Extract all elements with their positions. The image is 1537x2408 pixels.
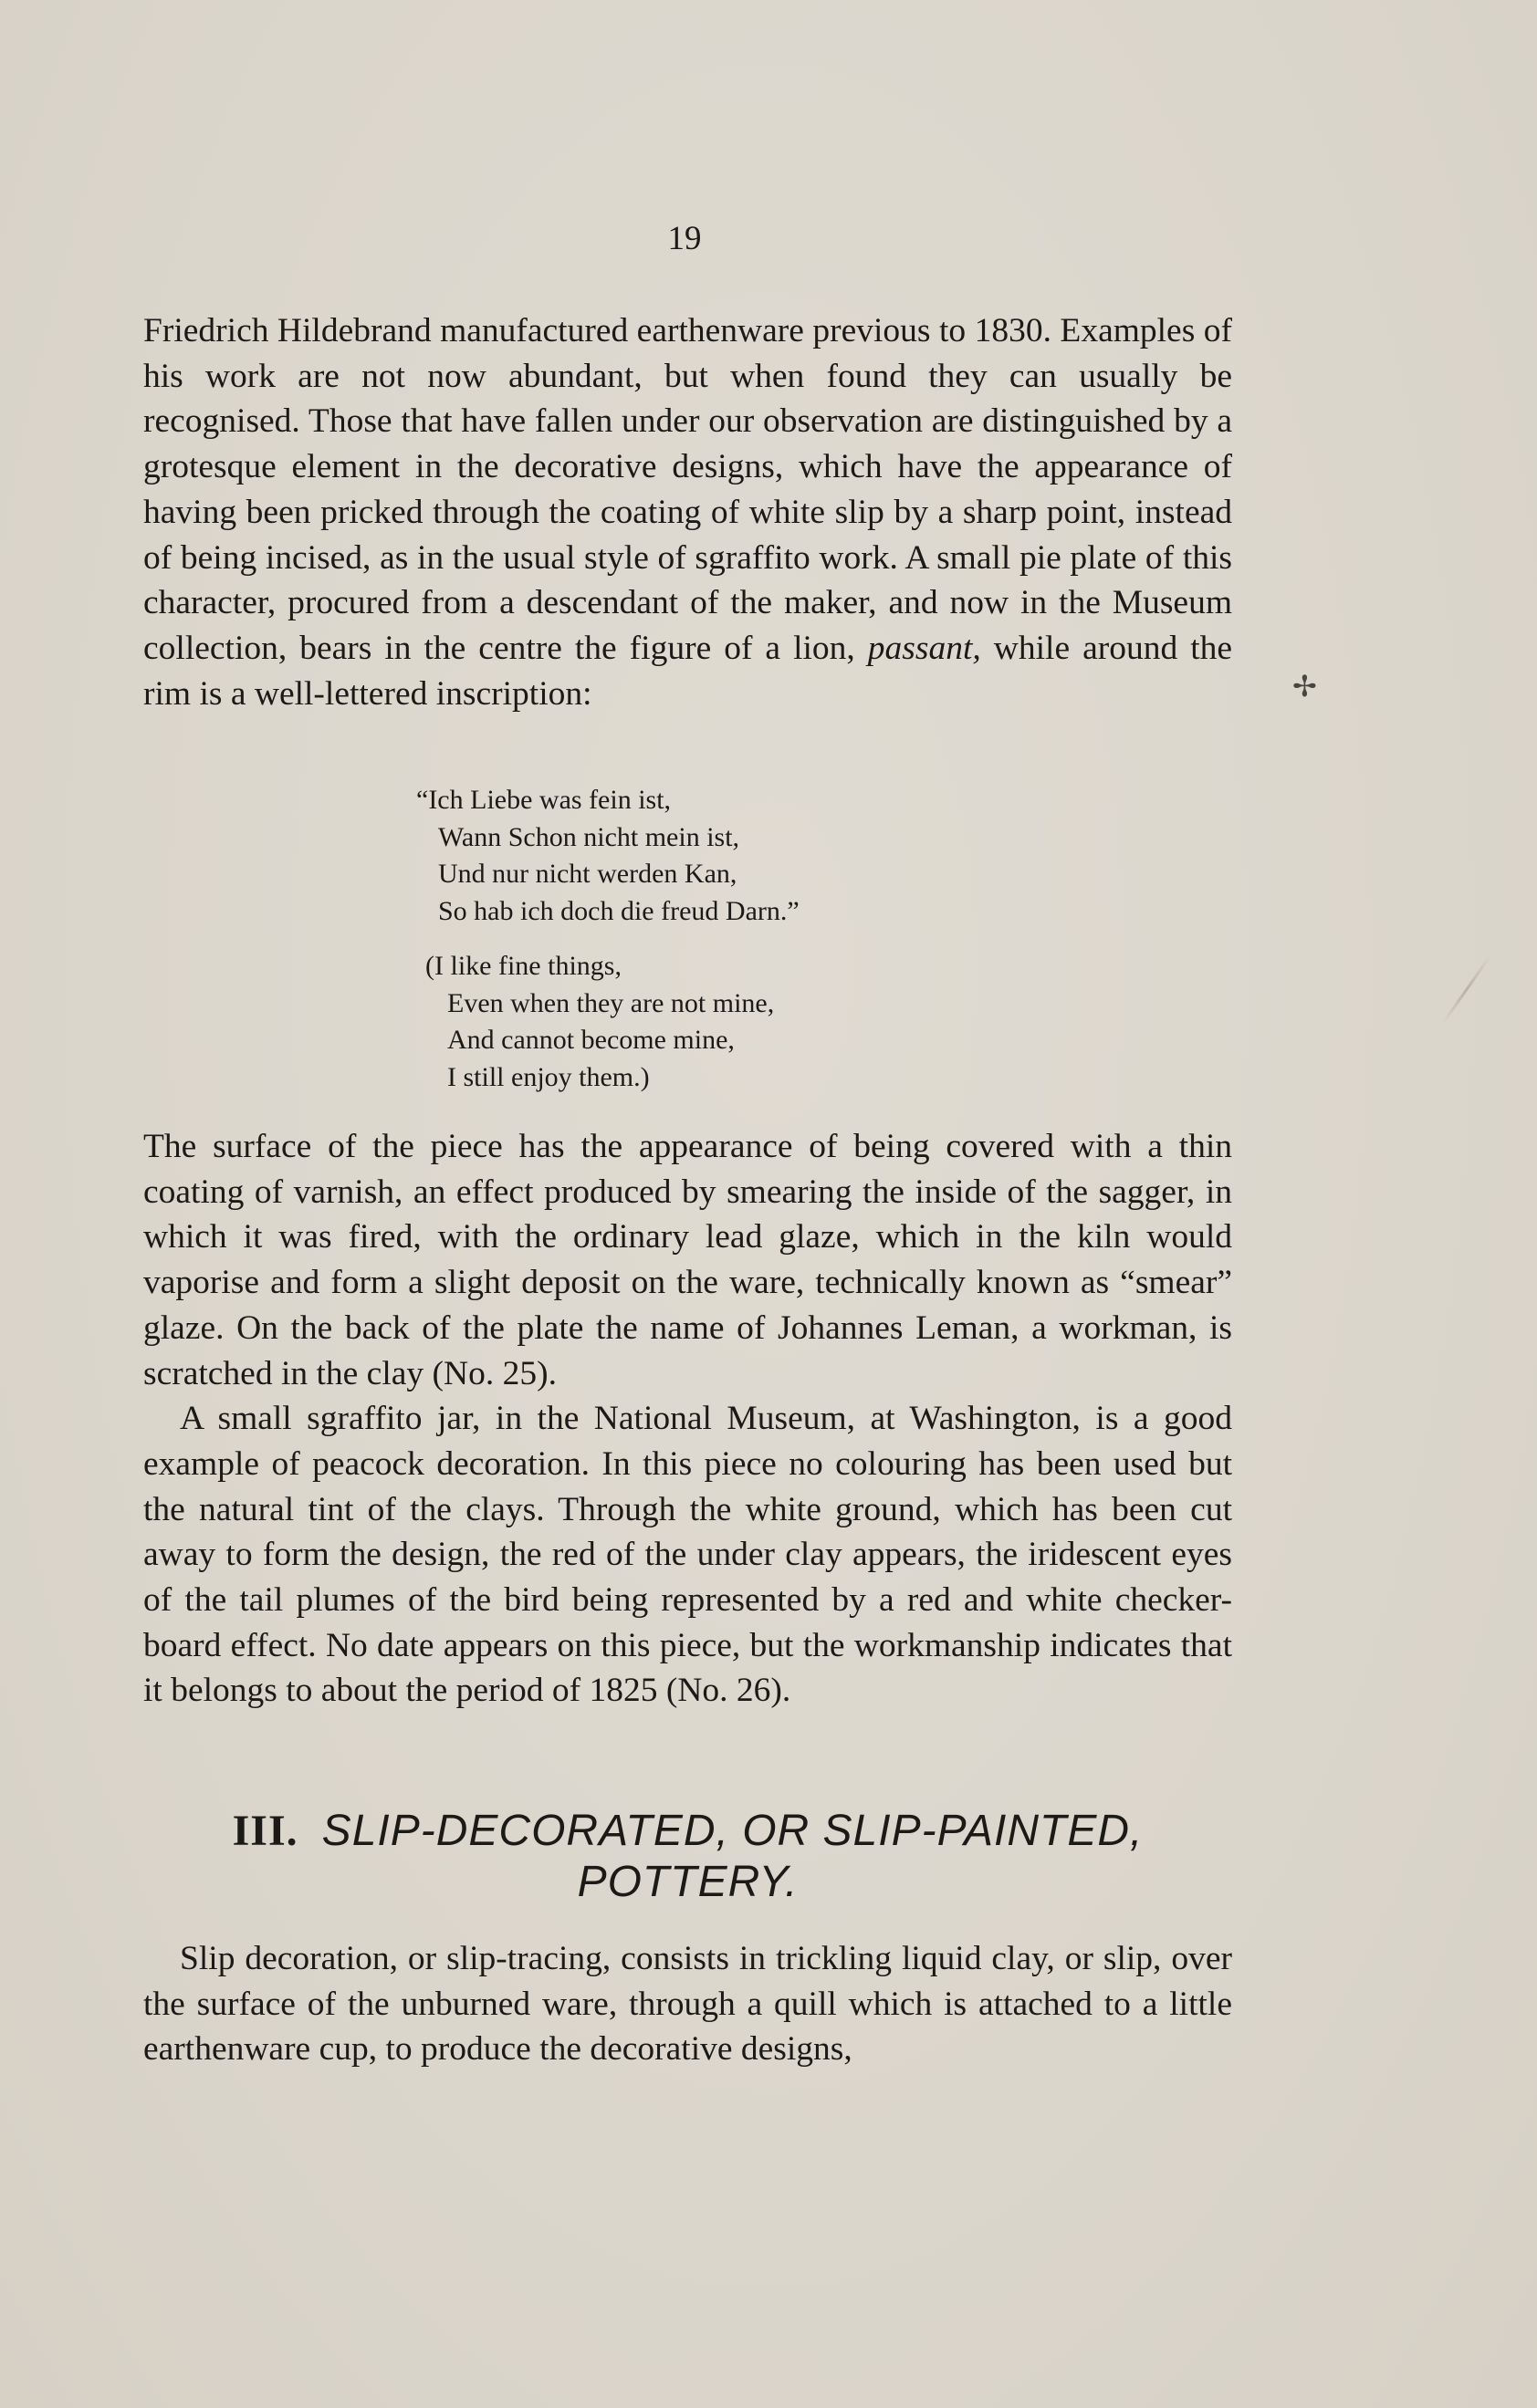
paragraph-1-italic: passant, [867, 629, 981, 667]
paragraph-text: Slip decoration, or slip-tracing, consists in trickling liquid clay, or slip, over the surface of the unburned ware, through a quill which is attached to a little earthenware cup, to produce the decorative designs, [143, 1940, 1232, 2069]
section-numeral: III. [232, 1807, 298, 1855]
paragraph-surface-and-jar [143, 1124, 1232, 1714]
page-number: 19 [667, 220, 702, 257]
inscription-translation [425, 948, 774, 1097]
verse-line: Wann Schon nicht mein ist, [438, 821, 740, 852]
verse-line: I still enjoy them.) [447, 1062, 650, 1093]
section-title-line-1: SLIP-DECORATED, OR SLIP-PAINTED, [321, 1807, 1144, 1855]
inscription-german [416, 782, 800, 931]
verse-line: (I like fine things, [425, 951, 622, 981]
paragraph-slip-decoration [143, 1936, 1232, 2072]
paragraph-hildebrand [143, 308, 1232, 716]
margin-mark-icon: ✢ [1292, 670, 1317, 703]
paragraph-1-text: Friedrich Hildebrand manufactured earthenware previous to 1830. Examples of his work are not now abundant, but when found they can usually be recognised. Those that have fallen under our observation are distinguished by a grotesque element in the decorative designs, which have the appearance of having been pricked through the coating of white slip by a sharp point, instead of being incised, as in the usual style of sgraffito work. A small pie plate of this character, procured from a descendant of the maker, and now in the Museum collection, bears in the centre the figure of a lion, [143, 312, 1232, 667]
paragraph-text [143, 308, 1232, 716]
paragraph-jar: A small sgraffito jar, in the National Museum, at Washington, is a good example of peacock decoration. In this piece no colouring has been used but the natural tint of the clays. Through the white ground, which has been cut away to form the design, the red of the under clay appears, the iridescent eyes of the tail plumes of the bird being represented by a red and white checker-board effect. No date appears on this piece, but the workmanship indicates that it belongs to about the period of 1825 (No. 26). [143, 1400, 1232, 1710]
paragraph-1-end: while around the rim is a well-lettered inscription: [143, 629, 1233, 713]
paragraph-surface: The surface of the piece has the appearance of being covered with a thin coating of varnish, an effect produced by smearing the inside of the sagger, in which it was fired, with the ordinary lead glaze, which in the kiln would vaporise and form a slight deposit on the ware, technically known as “smear” glaze. On the back of the plate the name of Johannes Leman, a workman, is scratched in the clay (No. 25). [143, 1128, 1232, 1392]
verse-line: And cannot become mine, [447, 1025, 735, 1056]
verse-line: Und nur nicht werden Kan, [438, 859, 737, 890]
paper-mark [1441, 955, 1490, 1024]
section-title-line-2: POTTERY. [577, 1858, 799, 1906]
verse-line: “Ich Liebe was fein ist, [416, 785, 672, 815]
verse-line: Even when they are not mine, [447, 987, 775, 1018]
verse-line: So hab ich doch die freud Darn.” [438, 896, 800, 927]
section-heading [143, 1806, 1232, 1908]
